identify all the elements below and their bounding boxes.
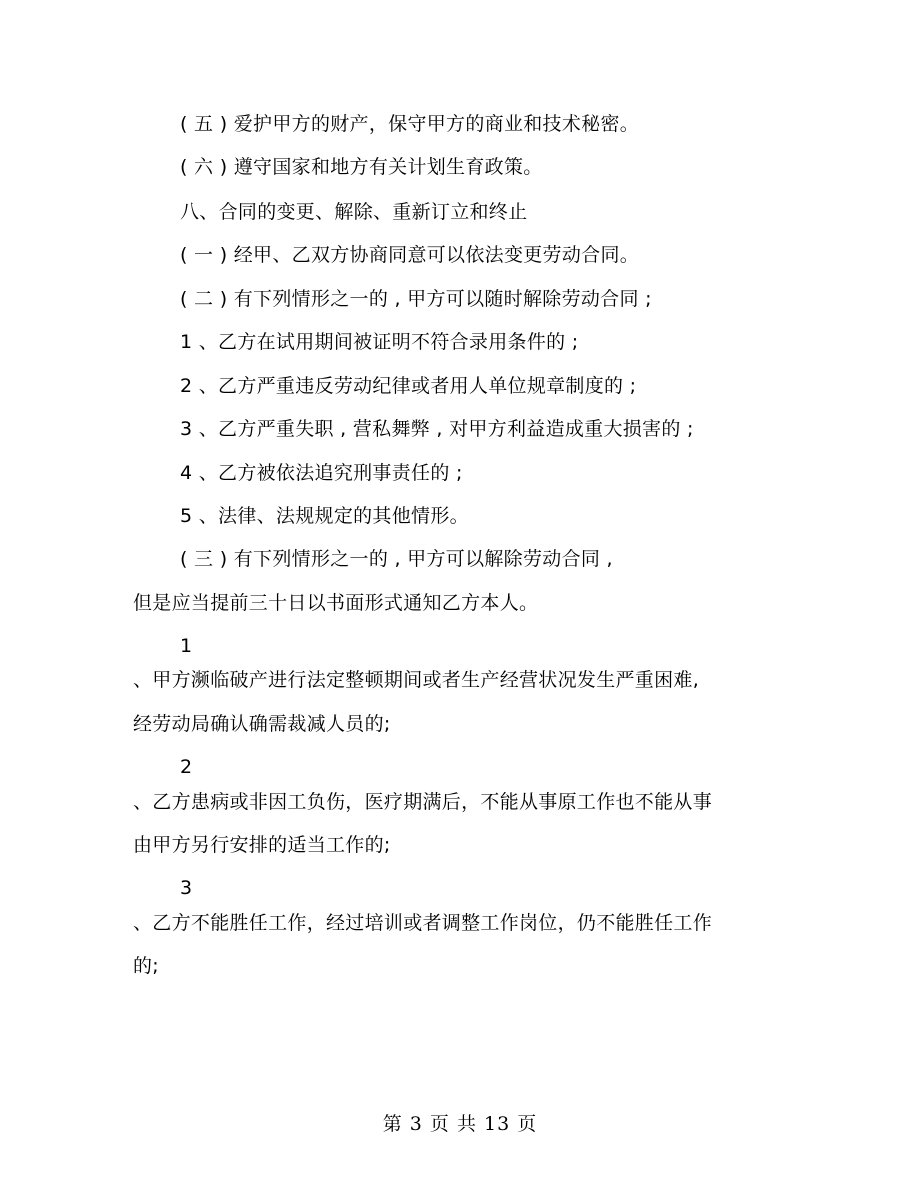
item-4-criminal: 4 、乙方被依法追究刑事责任的 ; [180,462,463,484]
sub-item-3-text: 、乙方不能胜任工作，经过培训或者调整工作岗位，仍不能胜任工作 [133,912,713,934]
paragraph-5-protect-property: ( 五 ) 爱护甲方的财产，保守甲方的商业和技术秘密。 [180,113,640,135]
item-5-other: 5 、法律、法规规定的其他情形。 [180,505,469,527]
item-2-discipline: 2 、乙方严重违反劳动纪律或者用人单位规章制度的 ; [180,375,637,397]
page-number-footer: 第 3 页 共 13 页 [382,1113,538,1135]
paragraph-6-family-planning: ( 六 ) 遵守国家和地方有关计划生育政策。 [180,156,543,178]
clause-3-terminate-notice: ( 三 ) 有下列情形之一的 , 甲方可以解除劳动合同 , [180,548,613,570]
sub-item-2-continuation: 由甲方另行安排的适当工作的; [133,834,391,856]
item-1-probation: 1 、乙方在试用期间被证明不符合录用条件的 ; [180,331,579,353]
sub-item-1-continuation: 经劳动局确认确需裁减人员的; [133,713,391,735]
clause-1-change-contract: ( 一 ) 经甲、乙双方协商同意可以依法变更劳动合同。 [180,244,640,266]
sub-item-2-text: 、乙方患病或非因工负伤，医疗期满后，不能从事原工作也不能从事 [133,791,713,813]
sub-item-number-2: 2 [180,756,193,778]
sub-item-number-1: 1 [180,635,193,657]
sub-item-3-continuation: 的; [133,955,160,977]
clause-3-continuation: 但是应当提前三十日以书面形式通知乙方本人。 [133,592,539,614]
clause-2-terminate-anytime: ( 二 ) 有下列情形之一的 , 甲方可以随时解除劳动合同 ; [180,288,652,310]
item-3-negligence: 3 、乙方严重失职 , 营私舞弊 , 对甲方利益造成重大损害的 ; [180,418,694,440]
sub-item-1-text: 、甲方濒临破产进行法定整顿期间或者生产经营状况发生严重困难, [133,669,700,691]
section-heading-8: 八、合同的变更、解除、重新订立和终止 [180,201,528,223]
sub-item-number-3: 3 [180,877,193,899]
